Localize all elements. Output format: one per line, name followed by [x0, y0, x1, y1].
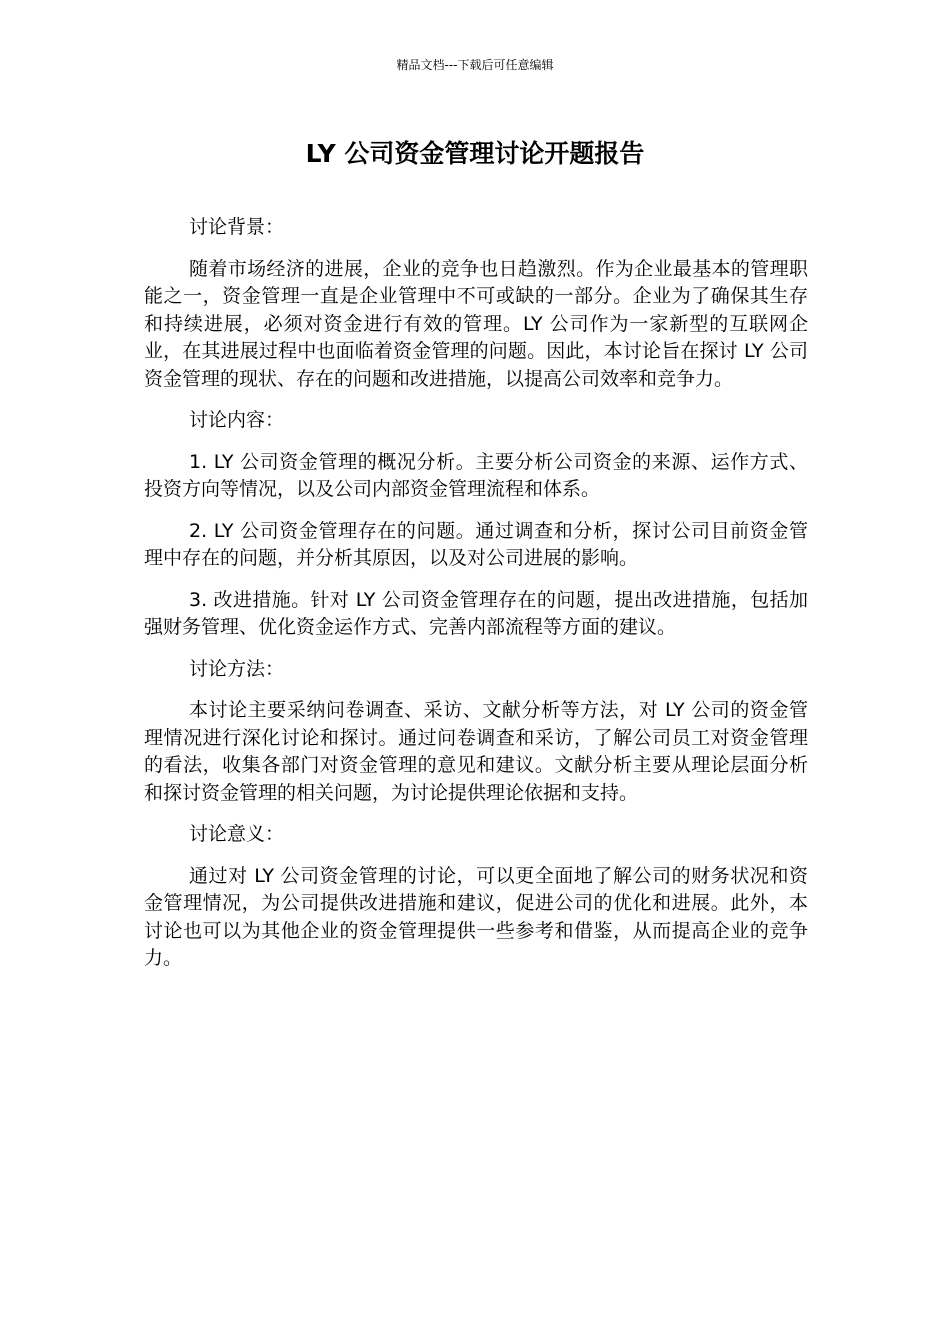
section-heading-background: 讨论背景：	[189, 216, 285, 238]
list-item-content-3: 3. 改进措施。针对 LY 公司资金管理存在的问题，提出改进措施，包括加强财务管理、优化资金运作方式、完善内部流程等方面的建议。	[144, 588, 808, 638]
section-heading-methods: 讨论方法：	[189, 657, 285, 680]
header-note: 精品文档---下载后可任意编辑	[396, 58, 554, 72]
document-body	[144, 214, 808, 987]
paragraph-significance: 通过对 LY 公司资金管理的讨论，可以更全面地了解公司的财务状况和资金管理情况，为公司提供改进措施和建议，促进公司的优化和进展。此外，本讨论也可以为其他企业的资金管理提供一些参考和借鉴，从而提高企业的竞争力。	[144, 864, 808, 969]
list-item-content-2: 2. LY 公司资金管理存在的问题。通过调查和分析，探讨公司目前资金管理中存在的问题，并分析其原因，以及对公司进展的影响。	[144, 519, 808, 569]
section-heading-content: 讨论内容：	[189, 409, 285, 431]
paragraph-background: 随着市场经济的进展，企业的竞争也日趋激烈。作为企业最基本的管理职能之一，资金管理一直是企业管理中不可或缺的一部分。企业为了确保其生存和持续进展，必须对资金进行有效的管理。LY 公司作为一家新型的互联网企业，在其进展过程中也面临着资金管理的问题。因此，本讨论旨在探讨 LY 公司资金管理的现状、存在的问题和改进措施，以提高公司效率和竞争力。	[144, 257, 808, 390]
section-heading-significance: 讨论意义：	[189, 823, 285, 845]
list-item-content-1: 1. LY 公司资金管理的概况分析。主要分析公司资金的来源、运作方式、投资方向等情况，以及公司内部资金管理流程和体系。	[144, 450, 808, 500]
document-title: LY 公司资金管理讨论开题报告	[305, 139, 645, 168]
paragraph-methods: 本讨论主要采纳问卷调查、采访、文献分析等方法，对 LY 公司的资金管理情况进行深化讨论和探讨。通过问卷调查和采访，了解公司员工对资金管理的看法，收集各部门对资金管理的意见和建议。文献分析主要从理论层面分析和探讨资金管理的相关问题，为讨论提供理论依据和支持。	[144, 699, 808, 804]
